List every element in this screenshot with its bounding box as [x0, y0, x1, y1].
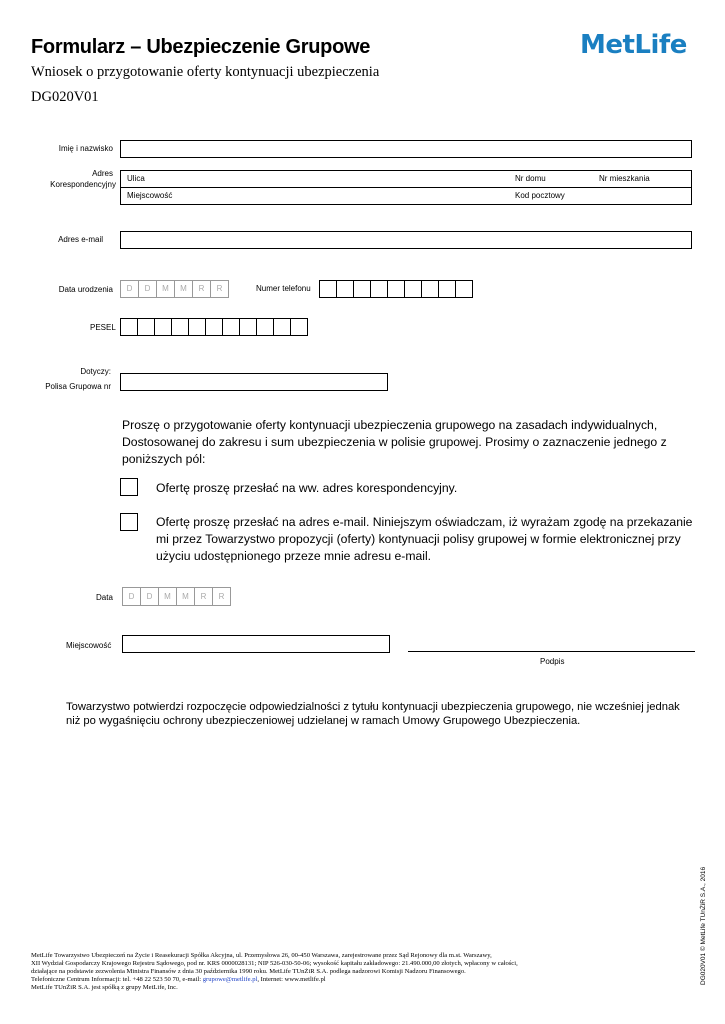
form-code: DG020V01 [31, 89, 99, 105]
place-label: Miejscowość [66, 641, 112, 650]
pesel-cell[interactable] [205, 318, 223, 336]
address-divider [121, 187, 691, 188]
pesel-cell[interactable] [188, 318, 206, 336]
regards-label: Dotyczy: [80, 367, 111, 376]
pesel-cell[interactable] [120, 318, 138, 336]
email-label: Adres e-mail [58, 235, 103, 244]
date-cell[interactable]: M [176, 587, 195, 606]
dob-cell[interactable]: R [192, 280, 211, 298]
name-input[interactable] [120, 140, 692, 158]
dob-cell[interactable]: D [120, 280, 139, 298]
address-label-2: Korespondencyjny [50, 180, 116, 189]
pesel-cell[interactable] [154, 318, 172, 336]
pesel-cell[interactable] [273, 318, 291, 336]
street-label: Ulica [127, 174, 145, 183]
name-label: Imię i nazwisko [58, 144, 113, 153]
copyright-vertical: DG020V01 © MetLife TUnŻiR S.A., 2016 [700, 866, 707, 985]
pesel-cell[interactable] [222, 318, 240, 336]
phone-cell[interactable] [319, 280, 337, 298]
footer-internet-text: , Internet: www.metlife.pl [257, 976, 326, 983]
house-number-label: Nr domu [515, 174, 546, 183]
phone-input[interactable] [320, 280, 473, 298]
phone-cell[interactable] [455, 280, 473, 298]
pesel-cell[interactable] [239, 318, 257, 336]
pesel-cell[interactable] [137, 318, 155, 336]
signature-label: Podpis [540, 657, 565, 666]
option-post-label: Ofertę proszę przesłać na ww. adres korespondencyjny. [156, 481, 458, 495]
form-subtitle: Wniosek o przygotowanie oferty kontynuacji ubezpieczenia [31, 64, 380, 80]
footer-contact-text: Telefoniczne Centrum Informacji: tel. +48 22 523 50 70, e-mail: [31, 976, 202, 983]
phone-cell[interactable] [336, 280, 354, 298]
phone-cell[interactable] [370, 280, 388, 298]
footer-line: MetLife Towarzystwo Ubezpieczeń na Życie i Reasekuracji Spółka Akcyjna, ul. Przemysłowa 26, 00-450 Warszawa, zarejestrowane przez Sąd Rejonowy dla m.st. Warszawy, [31, 952, 492, 959]
pesel-input[interactable] [121, 318, 308, 336]
date-cell[interactable]: D [122, 587, 141, 606]
date-cell[interactable]: M [158, 587, 177, 606]
policy-number-input[interactable] [120, 373, 388, 391]
option-email-label: Ofertę proszę przesłać na adres e-mail. Niniejszym oświadczam, iż wyrażam zgodę na przekazanie mi przez Towarzystwo propozycji (oferty) kontynuacji polisy grupowej w formie elektronicznej przy użyciu udostępnionego przeze mnie adresu e-mail. [156, 515, 693, 563]
pesel-cell[interactable] [171, 318, 189, 336]
phone-cell[interactable] [404, 280, 422, 298]
postal-code-label: Kod pocztowy [515, 191, 565, 200]
dob-label: Data urodzenia [58, 285, 113, 294]
metlife-logo: MetLife [580, 30, 687, 60]
option-email-checkbox[interactable] [120, 513, 138, 531]
form-title: Formularz – Ubezpieczenie Grupowe [31, 36, 371, 58]
dob-input[interactable] [121, 280, 229, 298]
address-label-1: Adres [92, 169, 113, 178]
pesel-cell[interactable] [290, 318, 308, 336]
date-label: Data [96, 593, 113, 602]
footer-contact [31, 976, 611, 984]
phone-label: Numer telefonu [256, 284, 311, 293]
footer-line: MetLife TUnŻiR S.A. jest spółką z grupy MetLife, Inc. [31, 984, 178, 991]
footer-line: XII Wydział Gospodarczy Krajowego Rejestru Sądowego, pod nr. KRS 0000028131; NIP 526-030-50-06; wysokość kapitału zakładowego: 21.490.000,00 złotych, wpłacony w całości, [31, 960, 518, 967]
dob-cell[interactable]: R [210, 280, 229, 298]
place-input[interactable] [122, 635, 390, 653]
date-input[interactable] [123, 587, 231, 606]
request-text: Proszę o przygotowanie oferty kontynuacji ubezpieczenia grupowego na zasadach indywidualnych, Dostosowanej do zakresu i sum ubezpieczenia w polisie grupowej. Prosimy o zaznaczenie jednego z poniższych pól: [122, 418, 667, 466]
footer [31, 952, 611, 992]
pesel-cell[interactable] [256, 318, 274, 336]
dob-cell[interactable]: M [174, 280, 193, 298]
footer-email-link[interactable]: grupowe@metlife.pl [202, 976, 258, 983]
phone-cell[interactable] [353, 280, 371, 298]
pesel-label: PESEL [90, 323, 116, 332]
signature-line[interactable] [408, 651, 695, 652]
dob-cell[interactable]: M [156, 280, 175, 298]
date-cell[interactable]: D [140, 587, 159, 606]
phone-cell[interactable] [438, 280, 456, 298]
email-input[interactable] [120, 231, 692, 249]
policy-label: Polisa Grupowa nr [45, 382, 111, 391]
flat-number-label: Nr mieszkania [599, 174, 650, 183]
option-post-checkbox[interactable] [120, 478, 138, 496]
phone-cell[interactable] [421, 280, 439, 298]
date-cell[interactable]: R [212, 587, 231, 606]
date-cell[interactable]: R [194, 587, 213, 606]
city-label: Miejscowość [127, 191, 173, 200]
footer-line: działające na podstawie zezwolenia Ministra Finansów z dnia 30 października 1990 roku. MetLife TUnŻiR S.A. podlega nadzorowi Komisji Nadzoru Finansowego. [31, 968, 466, 975]
notice-text: Towarzystwo potwierdzi rozpoczęcie odpowiedzialności z tytułu kontynuacji ubezpieczenia grupowego, nie wcześniej jednak niż po wygaśnięciu ochrony ubezpieczeniowej udzielanej w ramach Umowy Grupowego Ubezpieczenia. [66, 701, 680, 727]
dob-cell[interactable]: D [138, 280, 157, 298]
phone-cell[interactable] [387, 280, 405, 298]
